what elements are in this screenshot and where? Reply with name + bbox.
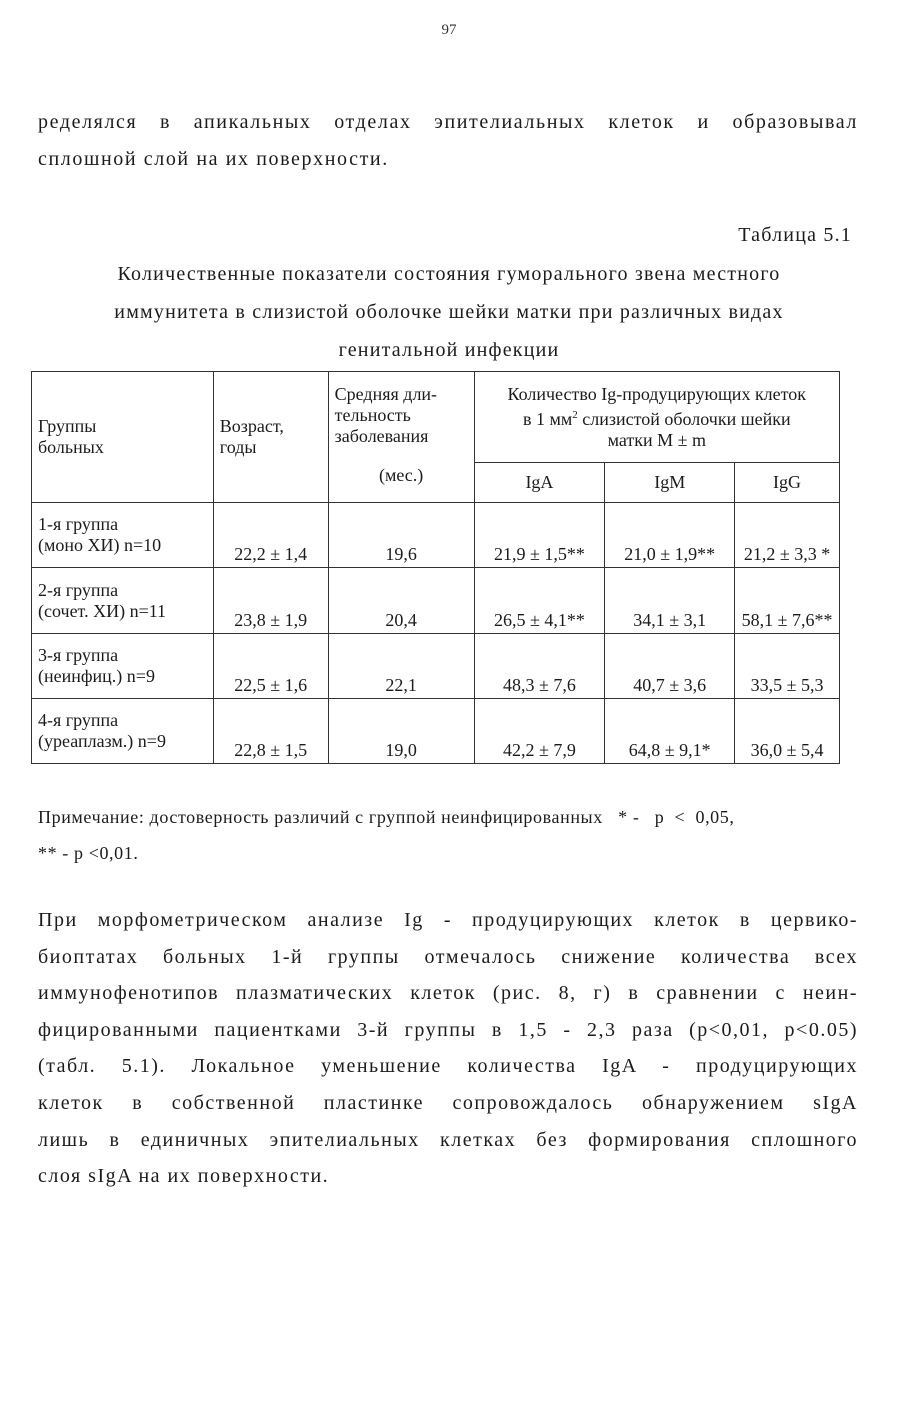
body-line: клеток в собственной пластинке сопровождалось обнаружением sIgA <box>38 1091 858 1114</box>
note-line: ** - p <0,01. <box>38 843 139 863</box>
header-iga: IgA <box>474 463 605 503</box>
row-age: 22,2 ± 1,4 <box>213 503 328 568</box>
row-igm: 64,8 ± 9,1* <box>605 698 735 763</box>
header-igm: IgM <box>605 463 735 503</box>
row-duration: 19,6 <box>328 503 474 568</box>
body-line: фицированными пациентками 3-й группы в 1,5 - 2,3 раза (p<0,01, p<0.05) <box>38 1018 858 1041</box>
body-line: лишь в единичных эпителиальных клетках без формирования сплошного <box>38 1128 858 1151</box>
row-age: 23,8 ± 1,9 <box>213 568 328 633</box>
header-duration-unit: (мес.) <box>378 465 424 485</box>
row-age: 22,8 ± 1,5 <box>213 698 328 763</box>
table-title-line: Количественные показатели состояния гуморального звена местного <box>117 263 781 285</box>
row-iga: 26,5 ± 4,1** <box>474 568 605 633</box>
intro-line: ределялся в апикальных отделах эпителиальных клеток и образовывал <box>38 111 858 133</box>
body-line: биоптатах больных 1-й группы отмечалось снижение количества всех <box>38 945 858 968</box>
body-line: слоя sIgA на их поверхности. <box>38 1165 330 1188</box>
data-table <box>31 371 840 764</box>
row-igg: 33,5 ± 5,3 <box>735 633 840 698</box>
row-iga: 48,3 ± 7,6 <box>474 633 605 698</box>
table-title-line: генитальной инфекции <box>338 339 560 361</box>
header-group: Группы больных <box>32 372 214 503</box>
row-igg: 58,1 ± 7,6** <box>735 568 840 633</box>
header-age: Возраст, годы <box>213 372 328 503</box>
table-row <box>32 698 840 763</box>
row-igg: 21,2 ± 3,3 * <box>735 503 840 568</box>
body-line: При морфометрическом анализе Ig - продуцирующих клеток в цервико- <box>38 909 858 931</box>
row-group: 2-я группа (сочет. ХИ) n=11 <box>32 568 214 633</box>
row-iga: 42,2 ± 7,9 <box>474 698 605 763</box>
row-group: 1-я группа (моно ХИ) n=10 <box>32 503 214 568</box>
table-title-line: иммунитета в слизистой оболочке шейки матки при различных видах <box>114 301 784 323</box>
row-group: 4-я группа (уреаплазм.) n=9 <box>32 698 214 763</box>
table-label: Таблица 5.1 <box>738 224 852 246</box>
table-row <box>32 633 840 698</box>
row-age: 22,5 ± 1,6 <box>213 633 328 698</box>
row-duration: 19,0 <box>328 698 474 763</box>
header-count: Количество Ig-продуцирующих клеток в 1 $мм^2$ слизистой оболочки шейки матки M ± m <box>474 372 839 463</box>
body-paragraph <box>38 902 858 1195</box>
row-iga: 21,9 ± 1,5** <box>474 503 605 568</box>
table-row <box>32 568 840 633</box>
intro-line: сплошной слой на их поверхности. <box>38 148 389 170</box>
row-igm: 21,0 ± 1,9** <box>605 503 735 568</box>
row-duration: 22,1 <box>328 633 474 698</box>
row-igm: 40,7 ± 3,6 <box>605 633 735 698</box>
table-note <box>38 799 858 871</box>
body-line: иммунофенотипов плазматических клеток (рис. 8, г) в сравнении с неин- <box>38 982 858 1005</box>
header-duration: Средняя дли- тельность заболевания (мес.) <box>328 372 474 503</box>
row-group: 3-я группа (неинфиц.) n=9 <box>32 633 214 698</box>
row-duration: 20,4 <box>328 568 474 633</box>
header-igg: IgG <box>735 463 840 503</box>
table-row <box>32 503 840 568</box>
row-igg: 36,0 ± 5,4 <box>735 698 840 763</box>
page-number: 97 <box>441 22 457 38</box>
table-title <box>38 255 860 369</box>
row-igm: 34,1 ± 3,1 <box>605 568 735 633</box>
body-line: (табл. 5.1). Локальное уменьшение количества IgA - продуцирующих <box>38 1055 858 1078</box>
intro-paragraph <box>38 104 858 178</box>
note-line: Примечание: достоверность различий с группой неинфицированных * - p < 0,05, <box>38 807 735 827</box>
